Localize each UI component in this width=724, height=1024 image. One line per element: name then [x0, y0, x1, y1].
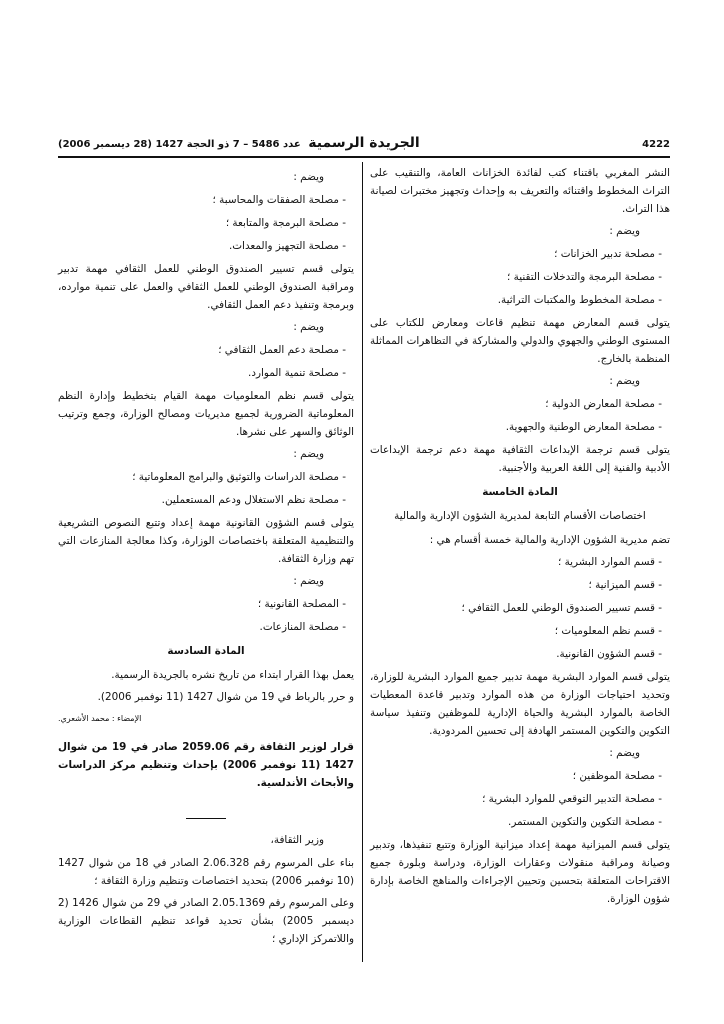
list-item: - مصلحة دعم العمل الثقافي ؛: [218, 344, 346, 356]
paragraph: النشر المغربي باقتناء كتب لفائدة الخزانات العامة، والتنقيب على التراث المخطوط واقتنائه والتعريف به وإحداث وتجهيز مختبرات لصيانة هذا التراث.: [370, 167, 670, 215]
decree-title: قرار لوزير الثقافة رقم 2059.06 صادر في 19 من شوال 1427 (11 نوفمبر 2006) بإحداث وتنظيم مركز الدراسات والأبحاث الأندلسية.: [58, 741, 354, 789]
paragraph: يتولى قسم المعارض مهمة تنظيم قاعات ومعارض للكتاب على المستوى الوطني والجهوي والدولي والمشاركة في التظاهرات المماثلة المنظمة بالخارج.: [370, 317, 670, 365]
issue-info: عدد 5486 – 7 ذو الحجة 1427 (28 ديسمبر 2006): [58, 139, 301, 150]
list-intro: وزير الثقافة،: [270, 834, 324, 846]
gazette-title: الجريدة الرسمية: [308, 135, 420, 151]
list-item: - مصلحة المخطوط والمكتبات التراثية.: [497, 294, 662, 306]
paragraph: يتولى قسم تسيير الصندوق الوطني للعمل الثقافي مهمة تدبير ومراقبة الصندوق الوطني للعمل الثقافي والعمل على تنمية موارده، وبرمجة وتنفيذ دعم العمل الثقافي.: [58, 263, 354, 311]
paragraph: بناء على المرسوم رقم 2.06.328 الصادر في 18 من شوال 1427 (10 نوفمبر 2006) بتحديد اختصاصات وتنظيم وزارة الثقافة ؛: [58, 857, 354, 887]
article-heading: المادة الخامسة: [482, 486, 558, 498]
page-header: [58, 135, 670, 157]
list-item: - قسم الشؤون القانونية.: [556, 648, 662, 660]
page-number: 4222: [642, 139, 670, 150]
list-item: - مصلحة البرمجة والمتابعة ؛: [225, 217, 346, 229]
section-title: اختصاصات الأقسام التابعة لمديرية الشؤون الإدارية والمالية: [394, 510, 646, 522]
signature-line: الإمضاء : محمد الأشعري.: [58, 714, 142, 723]
list-item: - مصلحة الموظفين ؛: [572, 770, 662, 782]
list-item: - مصلحة التدبير التوقعي للموارد البشرية ؛: [482, 793, 662, 805]
paragraph: وعلى المرسوم رقم 2.05.1369 الصادر في 29 من شوال 1426 (2 ديسمبر 2005) بشأن تحديد قواعد تنظيم القطاعات الوزارية واللاتمركز الإداري ؛: [58, 897, 354, 945]
list-item: - قسم الميزانية ؛: [588, 579, 662, 591]
paragraph: تضم مديرية الشؤون الإدارية والمالية خمسة أقسام هي :: [429, 534, 670, 546]
list-item: - مصلحة البرمجة والتدخلات التقنية ؛: [507, 271, 662, 283]
list-intro: ويضم :: [609, 225, 640, 237]
list-item: - قسم تسيير الصندوق الوطني للعمل الثقافي ؛: [461, 602, 662, 614]
paragraph: يتولى قسم الموارد البشرية مهمة تدبير جميع الموارد البشرية للوزارة، وتحديد احتياجات الوزارة من هذه الموارد وتدبير قاعدة المعطيات الخاصة بالموارد البشرية والحياة الإدارية للموظفين وتنفيذ سياسة التكوين والتكوين المستمر الهادفة إلى تحسين المردودية.: [370, 671, 670, 737]
paragraph: و حرر بالرباط في 19 من شوال 1427 (11 نوفمبر 2006).: [97, 691, 354, 703]
list-item: - مصلحة المعارض الدولية ؛: [545, 398, 662, 410]
list-item: - قسم الموارد البشرية ؛: [557, 556, 662, 568]
list-item: - قسم نظم المعلوميات ؛: [554, 625, 662, 637]
list-item: - مصلحة التجهيز والمعدات.: [228, 240, 346, 252]
list-intro: ويضم :: [293, 171, 324, 183]
list-item: - مصلحة المنازعات.: [259, 621, 346, 633]
list-item: - المصلحة القانونية ؛: [257, 598, 346, 610]
separator-rule: [186, 818, 226, 819]
article-heading: المادة السادسة: [167, 645, 245, 657]
list-item: - مصلحة المعارض الوطنية والجهوية.: [505, 421, 662, 433]
list-intro: ويضم :: [609, 375, 640, 387]
right-column: [370, 164, 670, 912]
list-item: - مصلحة تنمية الموارد.: [248, 367, 346, 379]
paragraph: يتولى قسم الشؤون القانونية مهمة إعداد وتتبع النصوص التشريعية والتنظيمية المتعلقة باختصاصات الوزارة، وكذا معالجة المنازعات التي تهم وزارة الثقافة.: [58, 517, 354, 565]
column-divider: [362, 162, 363, 962]
left-column: [58, 164, 354, 952]
paragraph: يتولى قسم ترجمة الإبداعات الثقافية مهمة دعم ترجمة الإبداعات الأدبية والفنية إلى اللغة العربية والأجنبية.: [370, 444, 670, 474]
list-intro: ويضم :: [293, 448, 324, 460]
paragraph: يعمل بهذا القرار ابتداء من تاريخ نشره بالجريدة الرسمية.: [111, 669, 354, 681]
paragraph: يتولى قسم الميزانية مهمة إعداد ميزانية الوزارة وتتبع تنفيذها، وتدبير وصيانة ومراقبة منقولات وعقارات الوزارة، ودراسة وبلورة جميع الاقتراحات المتعلقة بتحسين وتحيين الإجراءات والمناهج الخاصة بإدارة شؤون الوزارة.: [370, 839, 670, 905]
list-intro: ويضم :: [293, 321, 324, 333]
list-item: - مصلحة الدراسات والتوثيق والبرامج المعلوماتية ؛: [132, 471, 346, 483]
list-intro: ويضم :: [609, 747, 640, 759]
list-item: - مصلحة نظم الاستغلال ودعم المستعملين.: [161, 494, 346, 506]
list-item: - مصلحة الصفقات والمحاسبة ؛: [212, 194, 346, 206]
paragraph: يتولى قسم نظم المعلوميات مهمة القيام بتخطيط وإدارة النظم المعلوماتية الضرورية لجميع مديريات ومصالح الوزارة، وجمع وترتيب الوثائق والسهر على نشرها.: [58, 390, 354, 438]
list-item: - مصلحة التكوين والتكوين المستمر.: [508, 816, 662, 828]
header-rule: [58, 156, 670, 158]
list-item: - مصلحة تدبير الخزانات ؛: [554, 248, 662, 260]
list-intro: ويضم :: [293, 575, 324, 587]
